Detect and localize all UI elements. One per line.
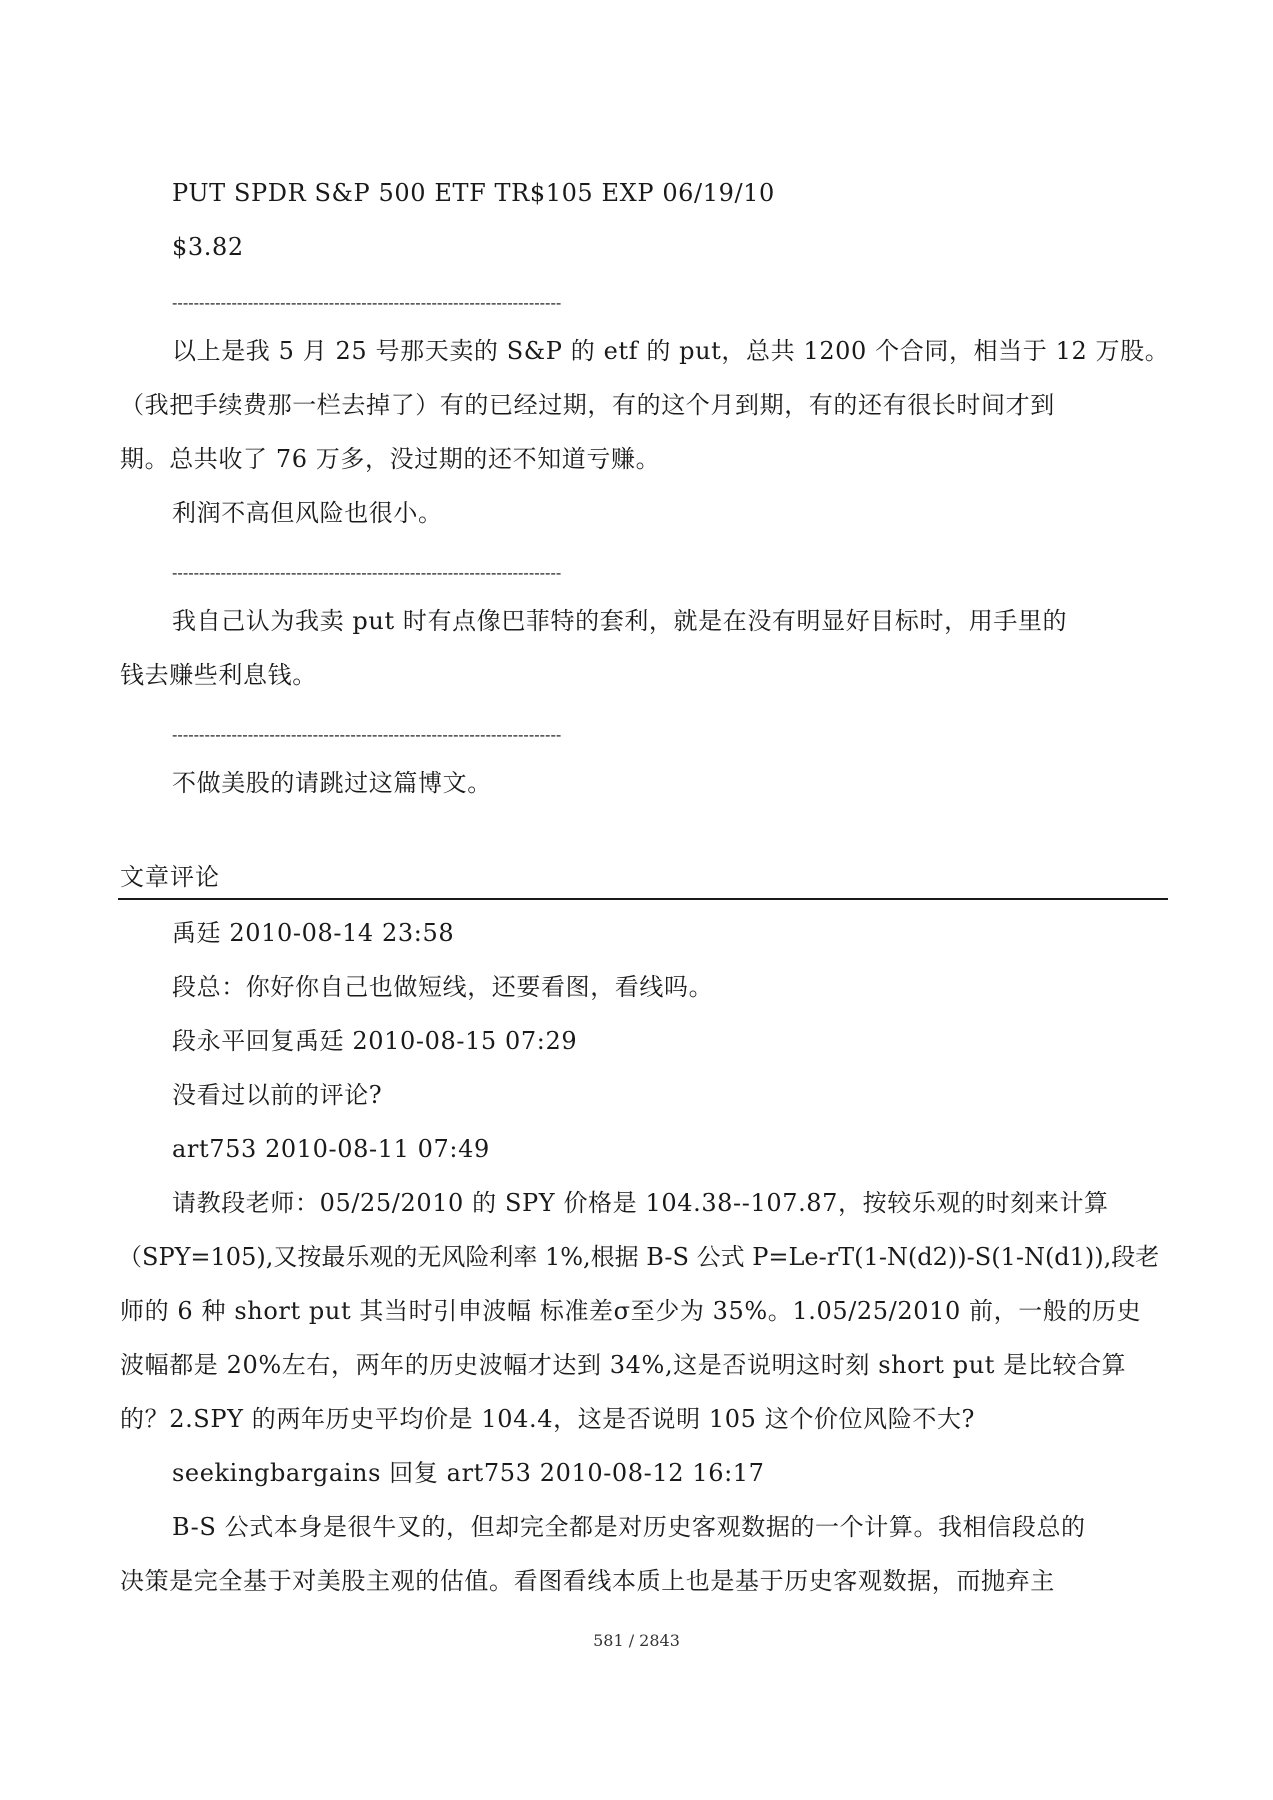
paragraph-3-line-1: 我自己认为我卖 put 时有点像巴菲特的套利，就是在没有明显好目标时，用手里的 bbox=[172, 607, 1068, 635]
comments-section-title: 文章评论 bbox=[120, 863, 220, 891]
comment-body: 没看过以前的评论? bbox=[172, 1081, 383, 1109]
option-description: PUT SPDR S&P 500 ETF TR$105 EXP 06/19/10 bbox=[172, 179, 775, 207]
comment-body: 师的 6 种 short put 其当时引申波幅 标准差σ至少为 35%。1.05/25/2010 前，一般的历史 bbox=[120, 1297, 1142, 1325]
comment-body: 段总：你好你自己也做短线，还要看图，看线吗。 bbox=[172, 973, 714, 1001]
comment-body: 波幅都是 20%左右，两年的历史波幅才达到 34%,这是否说明这时刻 short put 是比较合算 bbox=[120, 1351, 1127, 1379]
comment-body: 决策是完全基于对美股主观的估值。看图看线本质上也是基于历史客观数据，而抛弃主 bbox=[120, 1567, 1055, 1595]
separator-3: ------------------------------------------------------------------------ bbox=[172, 725, 562, 744]
separator-1: ------------------------------------------------------------------------ bbox=[172, 293, 562, 312]
comment-header: 段永平回复禹廷 2010-08-15 07:29 bbox=[172, 1027, 578, 1055]
paragraph-1-line-3: 期。总共收了 76 万多，没过期的还不知道亏赚。 bbox=[120, 445, 661, 473]
paragraph-1-line-1: 以上是我 5 月 25 号那天卖的 S&P 的 etf 的 put，总共 1200 个合同，相当于 12 万股。 bbox=[172, 337, 1170, 365]
section-divider bbox=[118, 898, 1168, 900]
comment-body: 的？2.SPY 的两年历史平均价是 104.4，这是否说明 105 这个价位风险不大? bbox=[120, 1405, 976, 1433]
option-price: $3.82 bbox=[172, 233, 244, 261]
comment-body: B-S 公式本身是很牛叉的，但却完全都是对历史客观数据的一个计算。我相信段总的 bbox=[172, 1513, 1086, 1541]
comment-header: 禹廷 2010-08-14 23:58 bbox=[172, 919, 455, 947]
paragraph-3-line-2: 钱去赚些利息钱。 bbox=[120, 661, 317, 689]
comment-header: seekingbargains 回复 art753 2010-08-12 16:17 bbox=[172, 1459, 765, 1487]
comment-body: 请教段老师：05/25/2010 的 SPY 价格是 104.38--107.87，按较乐观的时刻来计算 bbox=[172, 1189, 1109, 1217]
comment-body: （SPY=105),又按最乐观的无风险利率 1%,根据 B-S 公式 P=Le-rT(1-N(d2))-S(1-N(d1)),段老 bbox=[118, 1243, 1160, 1271]
separator-2: ------------------------------------------------------------------------ bbox=[172, 563, 562, 582]
page-number: 581 / 2843 bbox=[593, 1631, 680, 1650]
comment-header: art753 2010-08-11 07:49 bbox=[172, 1135, 490, 1163]
paragraph-4: 不做美股的请跳过这篇博文。 bbox=[172, 769, 492, 797]
paragraph-1-line-2: （我把手续费那一栏去掉了）有的已经过期，有的这个月到期，有的还有很长时间才到 bbox=[120, 391, 1055, 419]
paragraph-2: 利润不高但风险也很小。 bbox=[172, 499, 443, 527]
